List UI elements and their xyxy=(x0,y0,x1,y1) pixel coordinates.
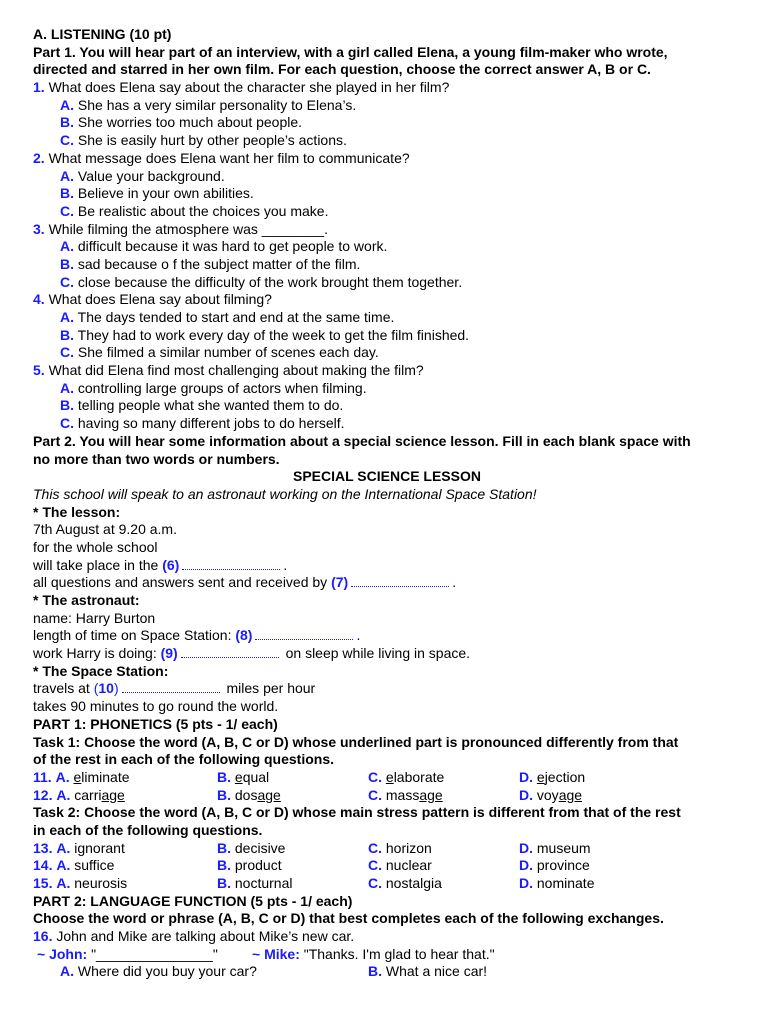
lesson-heading: * The lesson: xyxy=(33,503,121,520)
part2-instruction-line1: Part 2. You will hear some information about a special science lesson. Fill in each blank space with xyxy=(33,432,691,449)
question-1: 1. What does Elena say about the character she played in her film? xyxy=(33,79,450,96)
question-2: 2. What message does Elena want her film to communicate? xyxy=(33,149,410,166)
part2-instruction-line2: no more than two words or numbers. xyxy=(33,450,280,467)
option-5-a[interactable]: A. controlling large groups of actors when filming. xyxy=(60,379,367,396)
lesson-date: 7th August at 9.20 a.m. xyxy=(33,521,177,538)
blank-10-label: 10 xyxy=(98,680,114,697)
option-1-c[interactable]: C. She is easily hurt by other people’s actions. xyxy=(60,132,347,149)
blank-7-field[interactable] xyxy=(351,576,449,587)
option-3-c[interactable]: C. close because the difficulty of the work brought them together. xyxy=(60,273,463,290)
option-3-a[interactable]: A. difficult because it was hard to get people to work. xyxy=(60,238,388,255)
blank-6-field[interactable] xyxy=(182,559,280,570)
option-1-b[interactable]: B. She worries too much about people. xyxy=(60,114,303,131)
blank-7-label: (7) xyxy=(331,574,349,591)
blank-6-label: (6) xyxy=(162,556,180,573)
part1-instruction-line1: Part 1. You will hear part of an interview, with a girl called Elena, a young film-maker who wrote, xyxy=(33,43,668,60)
language-function-instruction: Choose the word or phrase (A, B, C or D) that best completes each of the following exchanges. xyxy=(33,910,664,927)
option-2-c[interactable]: C. Be realistic about the choices you make. xyxy=(60,202,329,219)
station-orbit: takes 90 minutes to go round the world. xyxy=(33,698,279,715)
question-12: 12. A. carriage B. dosage C. massage D. voyage xyxy=(33,786,583,803)
question-16-options: A. Where did you buy your car? B. What a nice car! xyxy=(60,963,488,980)
question-11: 11. A. eliminate B. equal C. elaborate D. ejection xyxy=(33,768,586,785)
option-5-c[interactable]: C. having so many different jobs to do herself. xyxy=(60,415,345,432)
option-4-b[interactable]: B. They had to work every day of the week to get the film finished. xyxy=(60,326,470,343)
question-13: 13. A. ignorant B. decisive C. horizon D. museum xyxy=(33,839,591,856)
blank-8-field[interactable] xyxy=(255,629,353,640)
option-1-a[interactable]: A. She has a very similar personality to Elena’s. xyxy=(60,96,357,113)
option-5-b[interactable]: B. telling people what she wanted them to do. xyxy=(60,397,344,414)
phonetics-title: PART 1: PHONETICS (5 pts - 1/ each) xyxy=(33,715,278,732)
question-5: 5. What did Elena find most challenging about making the film? xyxy=(33,362,424,379)
blank-9-field[interactable] xyxy=(181,647,279,658)
blank-9-label: (9) xyxy=(160,645,178,662)
option-4-a[interactable]: A. The days tended to start and end at the same time. xyxy=(60,309,395,325)
station-heading: * The Space Station: xyxy=(33,662,169,679)
lesson-questions: all questions and answers sent and received by (7) . xyxy=(33,574,457,591)
option-4-c[interactable]: C. She filmed a similar number of scenes each day. xyxy=(60,344,379,361)
question-16-dialogue: ~ John: "_______________" ~ Mike: "Thanks. I'm glad to hear that." xyxy=(37,945,495,962)
task1-instruction-line2: of the rest in each of the following questions. xyxy=(33,751,335,768)
language-function-title: PART 2: LANGUAGE FUNCTION (5 pts - 1/ each) xyxy=(33,892,353,909)
part1-instruction-line2: directed and starred in her own film. For each question, choose the correct answer A, B or C. xyxy=(33,61,651,78)
station-speed: travels at (10) miles per hour xyxy=(33,680,316,697)
question-15: 15. A. neurosis B. nocturnal C. nostalgia D. nominate xyxy=(33,875,595,891)
option-2-a[interactable]: A. Value your background. xyxy=(60,167,225,184)
task2-instruction-line1: Task 2: Choose the word (A, B, C or D) whose main stress pattern is different from that of the rest xyxy=(33,804,681,821)
astronaut-work: work Harry is doing: (9) on sleep while living in space. xyxy=(33,645,471,662)
question-4: 4. What does Elena say about filming? xyxy=(33,291,272,308)
astronaut-heading: * The astronaut: xyxy=(33,592,140,608)
lesson-place: will take place in the (6) . xyxy=(33,556,288,573)
question-3: 3. While filming the atmosphere was ________. xyxy=(33,220,328,237)
task2-instruction-line2: in each of the following questions. xyxy=(33,821,263,838)
blank-10-field[interactable] xyxy=(122,682,220,693)
section-title: A. LISTENING (10 pt) xyxy=(33,26,172,42)
listening-questions xyxy=(33,79,741,433)
lesson-audience: for the whole school xyxy=(33,538,158,555)
question-16: 16. John and Mike are talking about Mike’s new car. xyxy=(33,928,355,945)
task1-instruction-line1: Task 1: Choose the word (A, B, C or D) whose underlined part is pronounced differently from that xyxy=(33,733,679,750)
worksheet xyxy=(33,26,741,981)
option-3-b[interactable]: B. sad because o f the subject matter of the film. xyxy=(60,255,361,272)
lesson-title: SPECIAL SCIENCE LESSON xyxy=(292,468,481,485)
question-14: 14. A. suffice B. product C. nuclear D. province xyxy=(33,857,590,874)
blank-8-label: (8) xyxy=(235,627,253,644)
lesson-intro: This school will speak to an astronaut working on the International Space Station! xyxy=(33,485,537,502)
astronaut-name: name: Harry Burton xyxy=(33,609,156,626)
astronaut-length: length of time on Space Station: (8) . xyxy=(33,627,361,644)
option-2-b[interactable]: B. Believe in your own abilities. xyxy=(60,185,254,202)
